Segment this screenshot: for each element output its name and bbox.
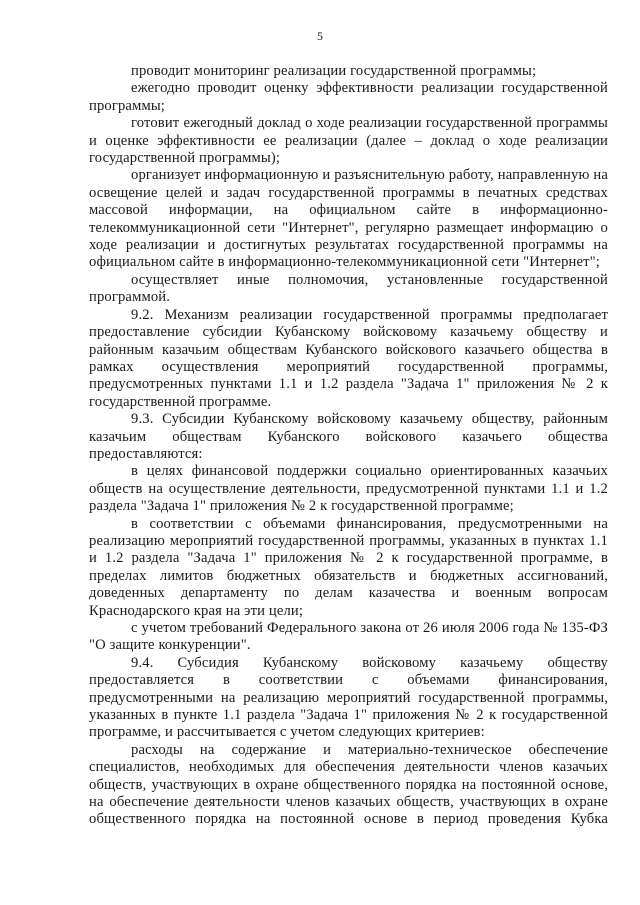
paragraph: в целях финансовой поддержки социально ориентированных казачьих обществ на осуществление деятельности, предусмотренной пунктами 1.1 и 1.2 раздела "Задача 1" приложения № 2 к государственной программе; [89, 463, 608, 515]
paragraph: ежегодно проводит оценку эффективности реализации государственной программы; [89, 80, 608, 114]
paragraph: расходы на содержание и материально-техническое обеспечение специалистов, необходимых для обеспечения деятельности членов казачьих обществ, участвующих в охране общественного порядка на постоянной основе, на обеспечение деятельности членов казачьих обществ, участвующих в охране общественного порядка на постоянной основе в период проведения Кубка [89, 741, 608, 828]
body-text [89, 63, 608, 829]
paragraph: 9.3. Субсидии Кубанскому войсковому казачьему обществу, районным казачьим обществам Кубанского войскового казачьего общества предоставляются: [89, 411, 608, 462]
paragraph: проводит мониторинг реализации государственной программы; [131, 63, 537, 79]
paragraph: в соответствии с объемами финансирования, предусмотренными на реализацию мероприятий государственной программы, указанных в пунктах 1.1 и 1.2 раздела "Задача 1" приложения № 2 к государственной программе, в пределах лимитов бюджетных обязательств и бюджетных ассигнований, доведенных департаменту по делам казачества и военным вопросам Краснодарского края на эти цели; [89, 515, 608, 619]
paragraph: 9.4. Субсидия Кубанскому войсковому казачьему обществу предоставляется в соответствии с объемами финансирования, предусмотренными на реализацию мероприятий государственной программы, указанных в пункте 1.1 раздела "Задача 1" приложения № 2 к государственной программе, и рассчитывается с учетом следующих критериев: [89, 654, 608, 741]
paragraph: организует информационную и разъяснительную работу, направленную на освещение целей и задач государственной программы в печатных средствах массовой информации, на официальном сайте в информационно-телекоммуникационной сети "Интернет", регулярно размещает информацию о ходе реализации и достигнутых результатах государственной программы на официальном сайте в информационно-телекоммуникационной сети "Интернет"; [89, 167, 608, 271]
paragraph: готовит ежегодный доклад о ходе реализации государственной программы и оценке эффективности ее реализации (далее – доклад о ходе реализации государственной программы); [89, 115, 608, 167]
page-number: 5 [317, 29, 323, 43]
paragraph: с учетом требований Федерального закона от 26 июля 2006 года № 135-ФЗ "О защите конкуренции". [89, 620, 608, 654]
paragraph: 9.2. Механизм реализации государственной программы предполагает предоставление субсидии Кубанскому войсковому казачьему обществу и районным казачьим обществам Кубанского войскового казачьего общества в рамках осуществления мероприятий государственной программы, предусмотренных пунктами 1.1 и 1.2 раздела "Задача 1" приложения № 2 к государственной программе. [89, 306, 608, 410]
paragraph: осуществляет иные полномочия, установленные государственной программой. [89, 271, 608, 306]
